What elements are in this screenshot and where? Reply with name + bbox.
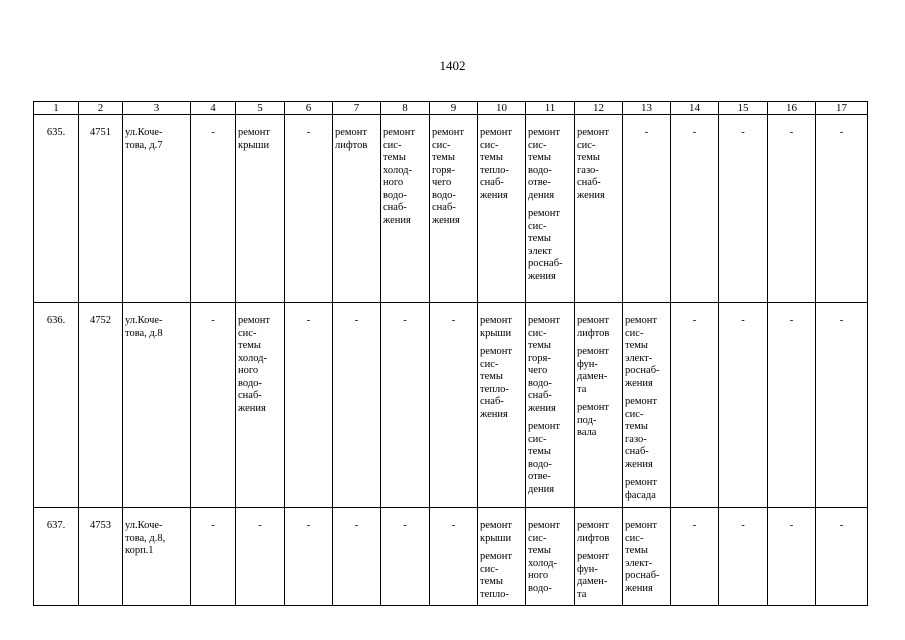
work-entry — [383, 127, 427, 227]
work-text: сис- — [528, 433, 547, 445]
work-text: ремонт — [528, 421, 561, 432]
work-text: темы — [528, 545, 551, 556]
work-entry — [480, 520, 523, 545]
work-text: газо- — [577, 164, 599, 176]
column-header-11: 11 — [526, 102, 575, 115]
address-line: това, д.7 — [125, 139, 163, 151]
work-text: сис- — [625, 327, 644, 339]
work-cell — [381, 115, 430, 303]
work-text: холод- — [528, 557, 557, 569]
column-header-14: 14 — [671, 102, 719, 115]
work-text: темы — [528, 233, 551, 244]
work-text: водо- — [238, 377, 262, 389]
work-entry — [480, 315, 523, 340]
address-line: ул.Коче- — [125, 520, 163, 531]
work-text: сис- — [480, 139, 499, 151]
column-header-12: 12 — [575, 102, 623, 115]
work-text: водо- — [528, 582, 552, 594]
work-text: жения — [432, 214, 460, 226]
work-cell — [526, 303, 575, 508]
address-cell — [123, 115, 191, 303]
work-entry — [480, 127, 523, 202]
work-text: роснаб- — [625, 570, 660, 581]
work-text: водо- — [383, 189, 407, 201]
work-text: чего — [432, 177, 452, 188]
work-cell — [575, 115, 623, 303]
empty-cell: - — [719, 508, 768, 606]
work-text: сис- — [528, 139, 547, 151]
work-cell — [526, 115, 575, 303]
work-text: ремонт — [577, 127, 610, 138]
work-text: сис- — [238, 327, 257, 339]
address-line: ул.Коче- — [125, 315, 163, 326]
work-text: водо- — [528, 377, 552, 389]
column-header-8: 8 — [381, 102, 430, 115]
work-text: лифтов — [335, 139, 368, 151]
address-line: това, д.8, — [125, 532, 166, 544]
work-cell — [478, 303, 526, 508]
empty-cell: - — [333, 508, 381, 606]
column-header-6: 6 — [285, 102, 333, 115]
work-text: роснаб- — [528, 258, 563, 269]
work-entry — [577, 402, 620, 440]
work-cell — [430, 115, 478, 303]
empty-cell: - — [816, 115, 868, 303]
work-text: жения — [625, 377, 653, 389]
empty-cell: - — [236, 508, 285, 606]
column-header-5: 5 — [236, 102, 285, 115]
row-number: 637. — [34, 508, 79, 606]
work-text: под- — [577, 414, 597, 426]
page-number: 1402 — [439, 58, 466, 73]
work-text: ремонт — [238, 315, 271, 326]
work-text: снаб- — [432, 202, 456, 213]
work-text: элект — [528, 245, 552, 257]
work-text: фун- — [577, 358, 598, 370]
work-entry — [577, 551, 620, 601]
row-number: 636. — [34, 303, 79, 508]
work-cell — [236, 115, 285, 303]
work-text: жения — [480, 189, 508, 201]
work-text: сис- — [577, 139, 596, 151]
work-text: тепло- — [480, 164, 509, 176]
work-text: тепло- — [480, 383, 509, 395]
work-entry — [625, 396, 668, 471]
work-text: элект- — [625, 557, 653, 569]
work-text: дения — [528, 189, 555, 201]
work-text: темы — [432, 152, 455, 163]
address-line: това, д.8 — [125, 327, 163, 339]
repair-schedule-table — [33, 101, 868, 606]
work-text: ного — [383, 177, 404, 188]
work-entry — [625, 477, 668, 502]
work-entry — [238, 315, 282, 415]
work-text: ремонт — [480, 551, 513, 562]
work-text: водо- — [528, 458, 552, 470]
work-text: темы — [625, 545, 648, 556]
work-text: темы — [528, 152, 551, 163]
work-text: ремонт — [625, 315, 658, 326]
empty-cell: - — [191, 508, 236, 606]
work-text: ремонт — [480, 315, 513, 326]
work-text: ремонт — [577, 346, 610, 357]
work-text: ремонт — [625, 477, 658, 488]
column-header-16: 16 — [768, 102, 816, 115]
work-entry — [528, 315, 572, 415]
work-text: лифтов — [577, 327, 610, 339]
work-text: жения — [238, 402, 266, 414]
work-text: ремонт — [577, 315, 610, 326]
work-text: жения — [625, 458, 653, 470]
building-code: 4751 — [79, 115, 123, 303]
work-text: ремонт — [528, 208, 561, 219]
empty-cell: - — [719, 115, 768, 303]
work-text: дамен- — [577, 576, 608, 587]
work-text: жения — [480, 408, 508, 420]
work-text: темы — [577, 152, 600, 163]
work-text: крыши — [238, 139, 270, 151]
work-text: холод- — [383, 164, 412, 176]
work-text: ремонт — [528, 127, 561, 138]
work-text: темы — [528, 340, 551, 351]
work-text: темы — [480, 576, 503, 587]
table-row — [34, 115, 868, 303]
work-entry — [335, 127, 378, 152]
work-text: отве- — [528, 471, 551, 482]
work-text: водо- — [528, 164, 552, 176]
work-text: холод- — [238, 352, 267, 364]
work-text: жения — [577, 189, 605, 201]
work-entry — [528, 208, 572, 283]
work-entry — [480, 346, 523, 421]
work-text: сис- — [383, 139, 402, 151]
work-text: сис- — [625, 408, 644, 420]
work-text: снаб- — [625, 446, 649, 457]
work-text: ного — [528, 570, 549, 581]
work-text: сис- — [480, 563, 499, 575]
work-text: горя- — [528, 352, 551, 364]
work-text: ремонт — [335, 127, 368, 138]
empty-cell: - — [768, 508, 816, 606]
work-text: темы — [625, 340, 648, 351]
work-text: дения — [528, 483, 555, 495]
column-header-17: 17 — [816, 102, 868, 115]
work-cell — [478, 115, 526, 303]
work-text: ремонт — [577, 551, 610, 562]
empty-cell: - — [671, 303, 719, 508]
work-text: ремонт — [238, 127, 271, 138]
column-header-9: 9 — [430, 102, 478, 115]
building-code: 4753 — [79, 508, 123, 606]
work-text: ремонт — [625, 520, 658, 531]
work-cell — [575, 303, 623, 508]
work-text: снаб- — [383, 202, 407, 213]
work-entry — [577, 315, 620, 340]
empty-cell: - — [381, 303, 430, 508]
work-text: сис- — [528, 220, 547, 232]
work-text: тепло- — [480, 588, 509, 600]
column-header-13: 13 — [623, 102, 671, 115]
work-text: та — [577, 588, 587, 600]
table-row — [34, 303, 868, 508]
work-entry — [577, 127, 620, 202]
empty-cell: - — [816, 508, 868, 606]
address-cell — [123, 508, 191, 606]
address-line: ул.Коче- — [125, 127, 163, 138]
work-entry — [577, 520, 620, 545]
work-cell — [623, 303, 671, 508]
work-text: снаб- — [577, 177, 601, 188]
work-text: вала — [577, 427, 597, 438]
work-cell — [236, 303, 285, 508]
column-header-3: 3 — [123, 102, 191, 115]
empty-cell: - — [430, 303, 478, 508]
work-text: ремонт — [480, 127, 513, 138]
work-text: крыши — [480, 327, 512, 339]
work-entry — [528, 421, 572, 496]
work-text: снаб- — [238, 390, 262, 401]
building-code: 4752 — [79, 303, 123, 508]
work-text: сис- — [625, 532, 644, 544]
work-text: ного — [238, 365, 259, 376]
work-text: та — [577, 383, 587, 395]
column-header-1: 1 — [34, 102, 79, 115]
empty-cell: - — [623, 115, 671, 303]
work-text: чего — [528, 365, 548, 376]
work-cell — [333, 115, 381, 303]
work-text: роснаб- — [625, 365, 660, 376]
work-text: темы — [480, 152, 503, 163]
empty-cell: - — [671, 115, 719, 303]
work-text: темы — [480, 371, 503, 382]
empty-cell: - — [285, 115, 333, 303]
empty-cell: - — [768, 303, 816, 508]
work-cell — [478, 508, 526, 606]
column-header-4: 4 — [191, 102, 236, 115]
empty-cell: - — [285, 508, 333, 606]
work-text: ремонт — [480, 520, 513, 531]
work-text: крыши — [480, 532, 512, 544]
work-text: ремонт — [383, 127, 416, 138]
work-text: сис- — [528, 327, 547, 339]
work-text: ремонт — [480, 346, 513, 357]
address-cell — [123, 303, 191, 508]
column-header-7: 7 — [333, 102, 381, 115]
work-text: ремонт — [528, 520, 561, 531]
work-entry — [528, 520, 572, 595]
work-entry — [528, 127, 572, 202]
work-text: жения — [625, 582, 653, 594]
work-text: ремонт — [528, 315, 561, 326]
work-entry — [625, 520, 668, 595]
work-text: лифтов — [577, 532, 610, 544]
work-text: темы — [383, 152, 406, 163]
work-text: ремонт — [577, 402, 610, 413]
column-header-10: 10 — [478, 102, 526, 115]
row-number: 635. — [34, 115, 79, 303]
empty-cell: - — [333, 303, 381, 508]
work-text: газо- — [625, 433, 647, 445]
empty-cell: - — [719, 303, 768, 508]
work-text: темы — [625, 421, 648, 432]
work-entry — [432, 127, 475, 227]
work-text: ремонт — [625, 396, 658, 407]
work-text: ремонт — [577, 520, 610, 531]
work-text: темы — [528, 446, 551, 457]
work-text: дамен- — [577, 371, 608, 382]
empty-cell: - — [768, 115, 816, 303]
empty-cell: - — [381, 508, 430, 606]
work-text: сис- — [528, 532, 547, 544]
work-entry — [480, 551, 523, 601]
work-cell — [623, 508, 671, 606]
work-text: снаб- — [528, 390, 552, 401]
work-text: элект- — [625, 352, 653, 364]
empty-cell: - — [816, 303, 868, 508]
work-cell — [526, 508, 575, 606]
column-header-15: 15 — [719, 102, 768, 115]
empty-cell: - — [285, 303, 333, 508]
work-text: фун- — [577, 563, 598, 575]
work-text: снаб- — [480, 177, 504, 188]
column-header-2: 2 — [79, 102, 123, 115]
work-text: горя- — [432, 164, 455, 176]
work-text: темы — [238, 340, 261, 351]
header-row — [34, 102, 868, 115]
work-text: отве- — [528, 177, 551, 188]
work-text: жения — [383, 214, 411, 226]
work-text: сис- — [480, 358, 499, 370]
work-text: фасада — [625, 489, 656, 501]
empty-cell: - — [671, 508, 719, 606]
work-text: сис- — [432, 139, 451, 151]
empty-cell: - — [430, 508, 478, 606]
work-entry — [577, 346, 620, 396]
work-text: жения — [528, 402, 556, 414]
work-cell — [575, 508, 623, 606]
empty-cell: - — [191, 115, 236, 303]
work-text: жения — [528, 270, 556, 282]
table-row — [34, 508, 868, 606]
work-text: ремонт — [432, 127, 465, 138]
empty-cell: - — [191, 303, 236, 508]
work-entry — [238, 127, 282, 152]
work-text: снаб- — [480, 396, 504, 407]
work-text: водо- — [432, 189, 456, 201]
address-line: корп.1 — [125, 545, 154, 556]
work-entry — [625, 315, 668, 390]
